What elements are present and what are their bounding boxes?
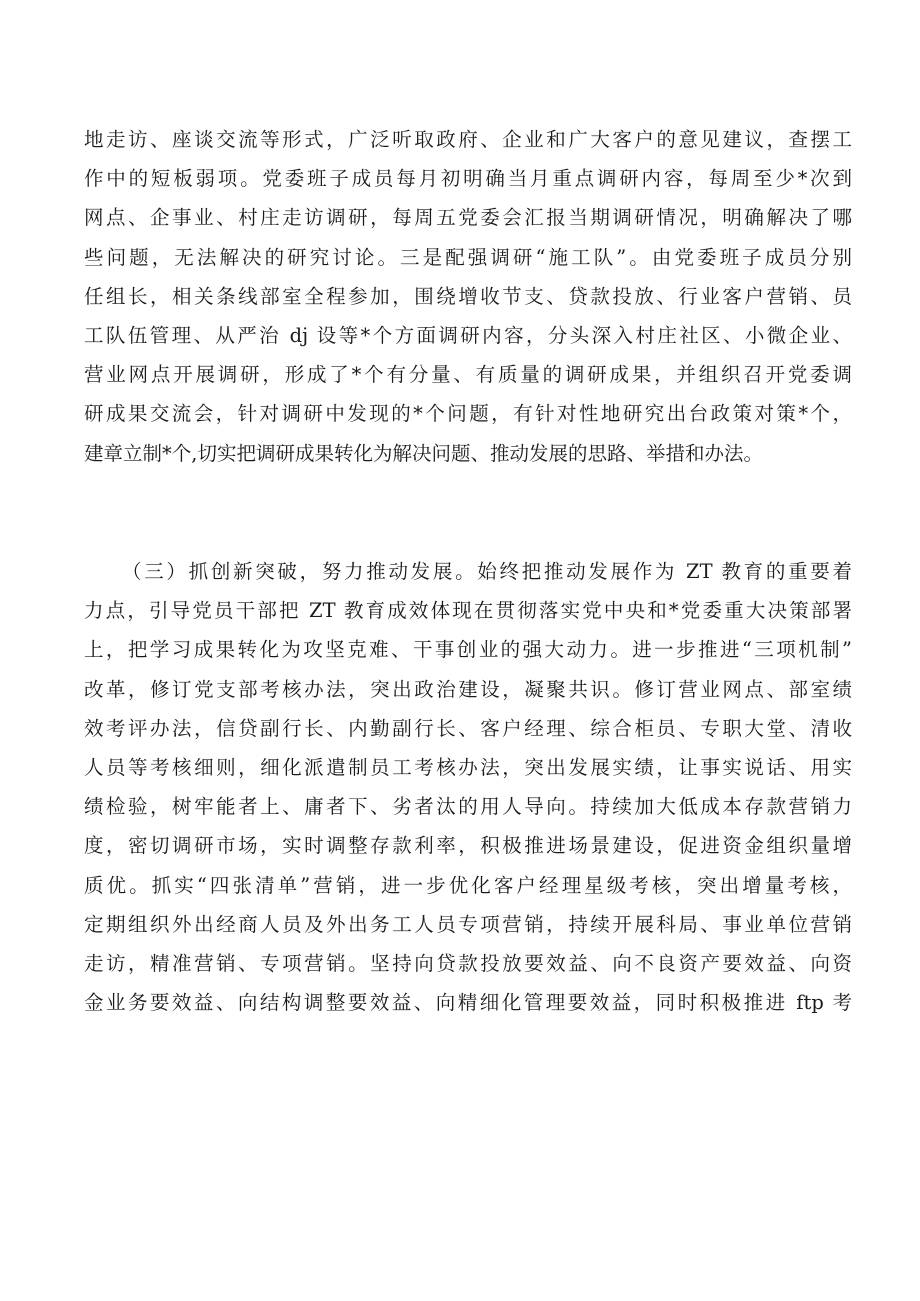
text-line: 作中的短板弱项。党委班子成员每月初明确当月重点调研内容，每周至少*次到 [84, 167, 852, 191]
text-line: 人员等考核细则，细化派遣制员工考核办法，突出发展实绩，让事实说话、用实 [84, 755, 852, 779]
paragraph-innovation [84, 552, 852, 1022]
text-line: 营业网点开展调研，形成了*个有分量、有质量的调研成果，并组织召开党委调 [84, 363, 852, 387]
text-line: 改革，修订党支部考核办法，突出政治建设，凝聚共识。修订营业网点、部室绩 [84, 677, 852, 701]
text-line: 工队伍管理、从严治 dj 设等*个方面调研内容，分头深入村庄社区、小微企业、 [84, 323, 852, 347]
text-line: 网点、企事业、村庄走访调研，每周五党委会汇报当期调研情况，明确解决了哪 [84, 206, 852, 230]
text-line: 绩检验，树牢能者上、庸者下、劣者汰的用人导向。持续加大低成本存款营销力 [84, 795, 852, 819]
text-line: 效考评办法，信贷副行长、内勤副行长、客户经理、综合柜员、专职大堂、清收 [84, 716, 852, 740]
text-line: 力点，引导党员干部把 ZT 教育成效体现在贯彻落实党中央和*党委重大决策部署 [84, 599, 852, 623]
text-line: 建章立制*个,切实把调研成果转化为解决问题、推动发展的思路、举措和办法。 [84, 441, 763, 465]
text-line: 地走访、座谈交流等形式，广泛听取政府、企业和广大客户的意见建议，查摆工 [84, 128, 852, 151]
paragraph-research [84, 120, 852, 473]
text-line: 上，把学习成果转化为攻坚克难、干事创业的强大动力。进一步推进“三项机制” [84, 638, 852, 662]
text-line: 任组长，相关条线部室全程参加，围绕增收节支、贷款投放、行业客户营销、员 [84, 284, 852, 308]
text-line-heading: （三）抓创新突破，努力推动发展。始终把推动发展作为 ZT 教育的重要着 [122, 560, 852, 583]
text-line: 些问题，无法解决的研究讨论。三是配强调研“施工队”。由党委班子成员分别 [84, 245, 852, 269]
text-line: 定期组织外出经商人员及外出务工人员专项营销，持续开展科局、事业单位营销 [84, 912, 852, 936]
text-line: 质优。抓实“四张清单”营销，进一步优化客户经理星级考核，突出增量考核， [84, 873, 852, 897]
text-line: 研成果交流会，针对调研中发现的*个问题，有针对性地研究出台政策对策*个， [84, 402, 852, 426]
text-line: 度，密切调研市场，实时调整存款利率，积极推进场景建设，促进资金组织量增 [84, 834, 852, 858]
text-line: 金业务要效益、向结构调整要效益、向精细化管理要效益，同时积极推进 ftp 考 [84, 991, 852, 1015]
text-line: 走访，精准营销、专项营销。坚持向贷款投放要效益、向不良资产要效益、向资 [84, 951, 852, 975]
